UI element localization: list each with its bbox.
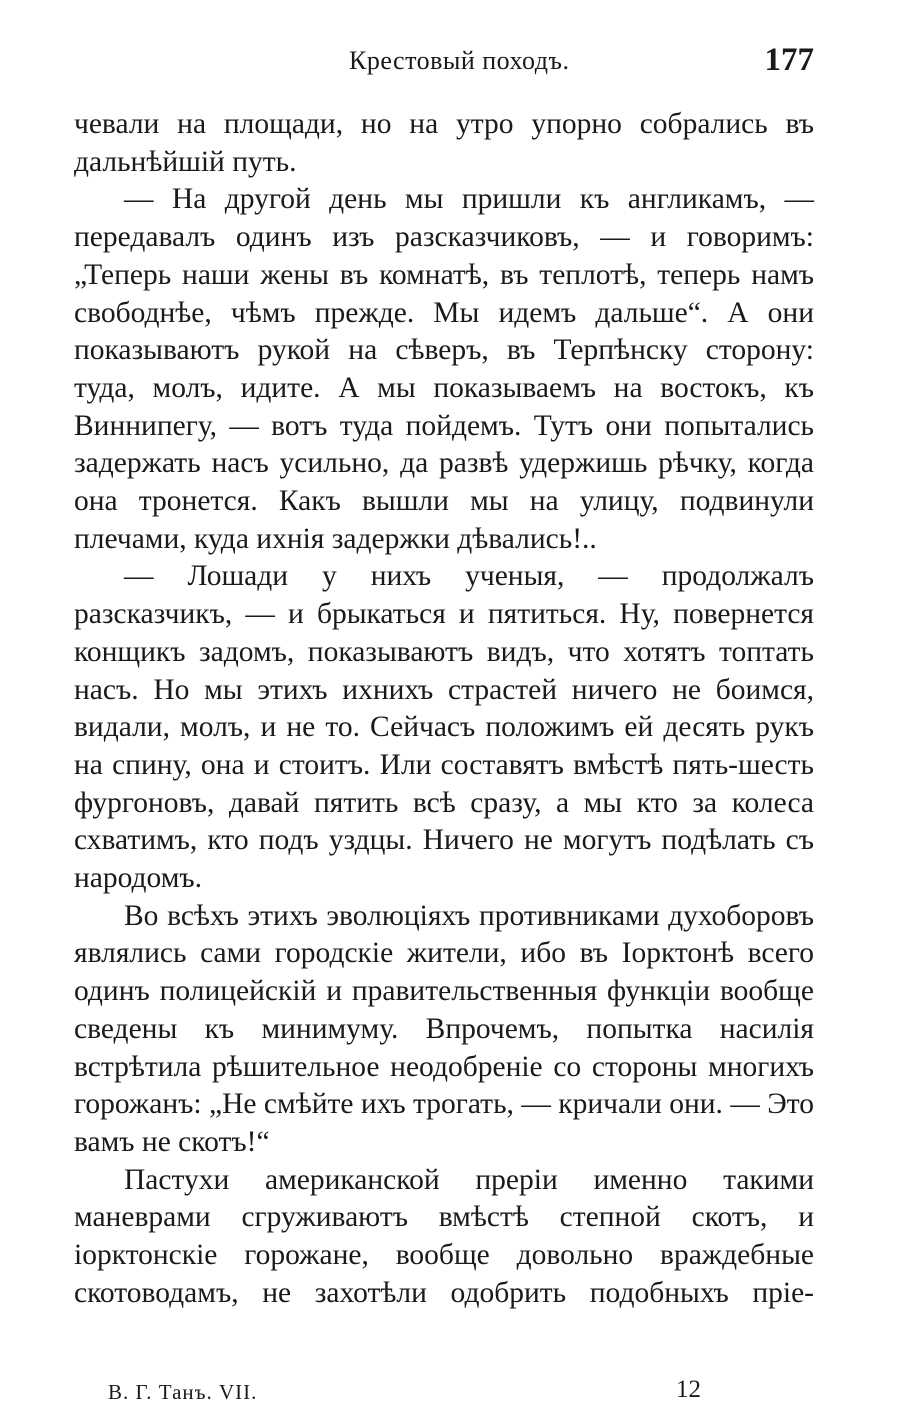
sheet-number: 12 <box>676 1376 701 1403</box>
paragraph-narrative-1: Во всѣхъ этихъ эволюціяхъ противниками духоборовъ являлись сами городскіе жители, ибо въ Іорктонѣ всего одинъ полицейскій и правительственныя функціи вообще сведены къ минимуму. Впрочемъ, попытка насилія встрѣтила рѣшительное неодобреніе со стороны многихъ горожанъ: „Не смѣйте ихъ трогать, — кричали они. — Это вамъ не скотъ!“ <box>74 899 814 1158</box>
paragraph-dialogue-1: — На другой день мы пришли къ англикамъ, — передавалъ одинъ изъ разсказчиковъ, — и говоримъ: „Теперь наши жены въ комнатѣ, въ теплотѣ, теперь намъ свободнѣе, чѣмъ прежде. Мы идемъ дальше“. А они показываютъ рукой на сѣверъ, въ Терпѣнску сторону: туда, молъ, идите. А мы показываемъ на востокъ, къ Виннипегу, — вотъ туда пойдемъ. Тутъ они попытались задержать насъ усильно, да развѣ удержишь рѣчку, когда она тронется. Какъ вышли мы на улицу, подвинули плечами, куда ихнія задержки дѣвались!.. <box>74 183 814 555</box>
page-footer <box>108 1378 748 1408</box>
page-number: 177 <box>764 42 814 78</box>
printer-signature: В. Г. Танъ. VII. <box>108 1380 258 1404</box>
paragraph-narrative-2: Пастухи американской преріи именно такими маневрами сгруживаютъ вмѣстѣ степной скотъ, и іорктонскіе горожане, вообще довольно враждебные скотоводамъ, не захотѣли одобрить подобныхъ пріе- <box>74 1163 814 1309</box>
paragraph-continuation: чевали на площади, но на утро упорно собрались въ дальнѣйшій путь. <box>74 108 814 178</box>
paragraph-dialogue-2: — Лошади у нихъ ученыя, — продолжалъ разсказчикъ, — и брыкаться и пятиться. Ну, повернется конщикъ задомъ, показываютъ видъ, что хотятъ топтать насъ. Но мы этихъ ихнихъ страстей ничего не боимся, видали, молъ, и не то. Сейчасъ положимъ ей десять рукъ на спину, она и стоитъ. Или составятъ вмѣстѣ пять-шесть фургоновъ, давай пятить всѣ сразу, а мы кто за колеса схватимъ, кто подъ уздцы. Ничего не могутъ подѣлать съ народомъ. <box>74 560 814 895</box>
running-title: Крестовый походъ. <box>349 46 570 75</box>
running-head <box>74 42 814 82</box>
body-text <box>74 106 814 1313</box>
